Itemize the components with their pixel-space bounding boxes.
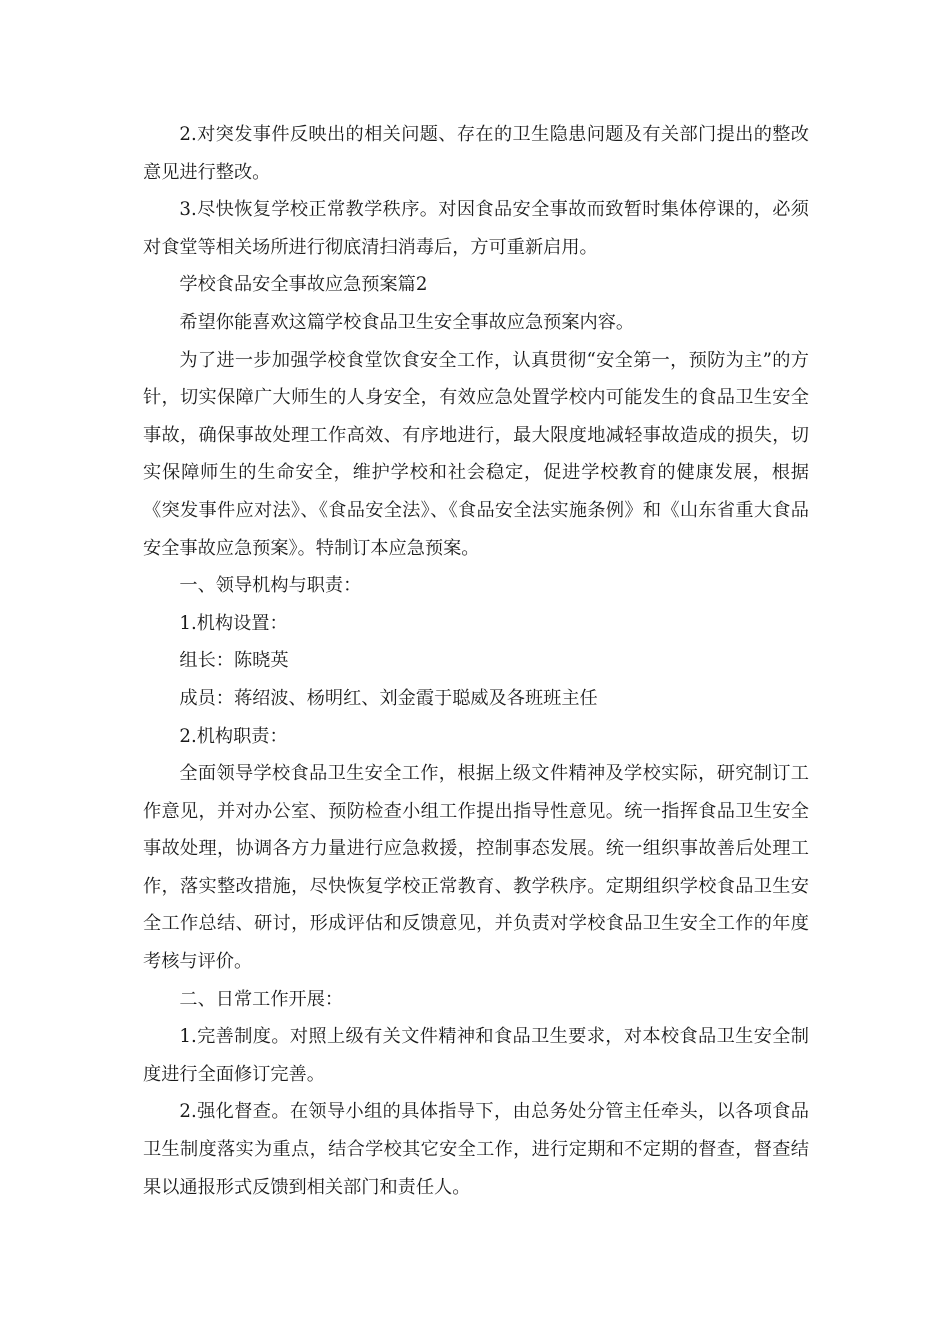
section-title-part-2: 学校食品安全事故应急预案篇2 <box>179 274 428 296</box>
paragraph-restore-order: 3.尽快恢复学校正常教学秩序。对因食品安全事故而致暂时集体停课的，必须对食堂等相关场所进行彻底清扫消毒后，方可重新启用。 <box>143 199 809 258</box>
subheading-organization-duties: 2.机构职责： <box>179 725 288 747</box>
subheading-organization-setup: 1.机构设置： <box>179 612 288 634</box>
paragraph-duties: 全面领导学校食品卫生安全工作，根据上级文件精神及学校实际，研究制订工作意见，并对办公室、预防检查小组工作提出指导性意见。统一指挥食品卫生安全事故处理，协调各方力量进行应急救援，控制事态发展。统一组织事故善后处理工作，落实整改措施，尽快恢复学校正常教育、教学秩序。定期组织学校食品卫生安全工作总结、研讨，形成评估和反馈意见，并负责对学校食品卫生安全工作的年度考核与评价。 <box>143 763 809 973</box>
heading-leadership: 一、领导机构与职责： <box>179 575 362 597</box>
paragraph-team-members: 成员：蒋绍波、杨明红、刘金霞于聪威及各班班主任 <box>179 687 598 709</box>
document-body <box>143 116 809 1206</box>
paragraph-strengthen-inspection: 2.强化督查。在领导小组的具体指导下，由总务处分管主任牵头，以各项食品卫生制度落实为重点，结合学校其它安全工作，进行定期和不定期的督查，督查结果以通报形式反馈到相关部门和责任人。 <box>143 1101 809 1198</box>
paragraph-intro: 希望你能喜欢这篇学校食品卫生安全事故应急预案内容。 <box>179 311 635 333</box>
paragraph-team-leader: 组长：陈晓英 <box>179 650 289 672</box>
heading-daily-work: 二、日常工作开展： <box>179 988 344 1010</box>
paragraph-rectification: 2.对突发事件反映出的相关问题、存在的卫生隐患问题及有关部门提出的整改意见进行整改。 <box>143 124 809 183</box>
paragraph-improve-system: 1.完善制度。对照上级有关文件精神和食品卫生要求，对本校食品卫生安全制度进行全面修订完善。 <box>143 1026 809 1085</box>
paragraph-purpose: 为了进一步加强学校食堂饮食安全工作，认真贯彻“安全第一，预防为主”的方针，切实保障广大师生的人身安全，有效应急处置学校内可能发生的食品卫生安全事故，确保事故处理工作高效、有序地进行，最大限度地减轻事故造成的损失，切实保障师生的生命安全，维护学校和社会稳定，促进学校教育的健康发展，根据《突发事件应对法》、《食品安全法》、《食品安全法实施条例》和《山东省重大食品安全事故应急预案》。特制订本应急预案。 <box>143 349 809 559</box>
